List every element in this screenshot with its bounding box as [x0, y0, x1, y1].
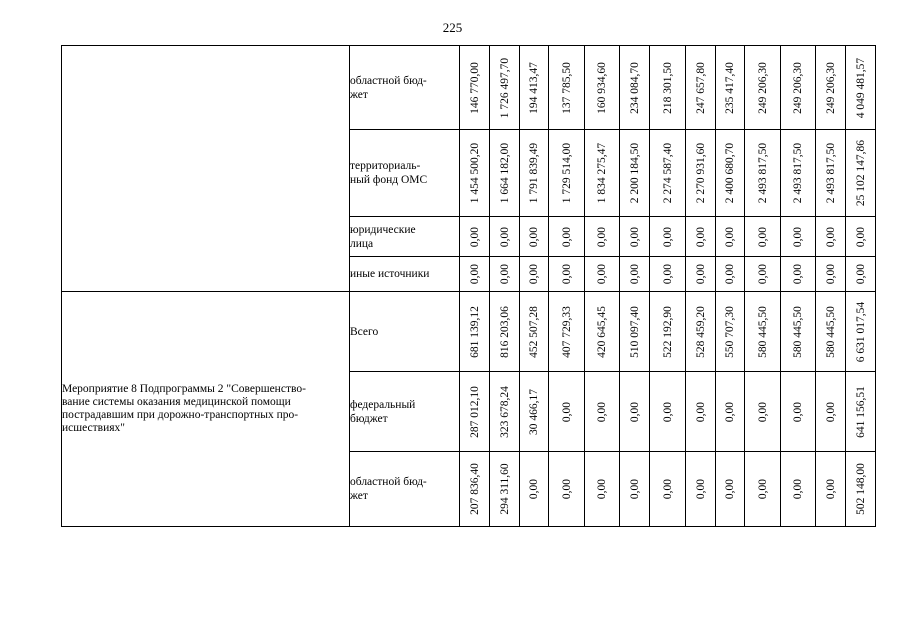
value-cell: [520, 292, 549, 372]
value-cell: [846, 217, 876, 257]
value-cell: [781, 452, 816, 527]
value-text: 2 270 931,60: [694, 142, 707, 204]
value-cell: [520, 217, 549, 257]
value-text: 641 156,51: [854, 385, 867, 438]
value-cell: [490, 292, 520, 372]
value-text: 235 417,40: [724, 61, 736, 114]
measure-label: Мероприятие 8 Подпрограммы 2 "Совершенство- вание системы оказания медицинской помощи пострадавшим при дорожно-транспортных про- исшествиях": [62, 383, 306, 434]
value-cell: [745, 257, 781, 292]
value-text: 2 493 817,50: [792, 142, 804, 204]
value-text: 580 445,50: [756, 305, 769, 358]
value-text: 30 466,17: [528, 388, 540, 435]
funding-source-cell: [350, 292, 460, 372]
value-text: 137 785,50: [560, 61, 573, 114]
value-cell: [650, 257, 686, 292]
value-cell: [650, 130, 686, 217]
value-cell: [816, 46, 846, 130]
value-cell: [846, 130, 876, 217]
value-text: 580 445,50: [792, 305, 804, 358]
value-cell: [686, 130, 716, 217]
value-text: 160 934,60: [596, 61, 608, 114]
value-cell: [716, 257, 745, 292]
value-cell: [620, 130, 650, 217]
value-cell: [816, 257, 846, 292]
value-text: 249 206,30: [792, 61, 804, 114]
value-cell: [520, 257, 549, 292]
value-text: 249 206,30: [824, 61, 837, 114]
value-cell: [686, 217, 716, 257]
value-cell: [620, 257, 650, 292]
value-cell: [745, 452, 781, 527]
value-cell: [650, 46, 686, 130]
value-cell: [816, 292, 846, 372]
value-text: 146 770,00: [468, 61, 481, 114]
value-cell: [460, 257, 490, 292]
value-cell: [816, 372, 846, 452]
value-cell: [846, 372, 876, 452]
value-cell: [816, 217, 846, 257]
value-cell: [585, 292, 620, 372]
value-cell: [745, 292, 781, 372]
value-text: 0,00: [596, 226, 608, 247]
value-text: 25 102 147,86: [854, 139, 867, 207]
value-cell: [781, 372, 816, 452]
funding-source-cell: [350, 452, 460, 527]
value-cell: [460, 452, 490, 527]
value-text: 0,00: [468, 263, 481, 285]
value-cell: [716, 292, 745, 372]
value-text: 2 400 680,70: [724, 142, 736, 204]
value-text: 1 726 497,70: [498, 57, 511, 118]
value-cell: [549, 372, 585, 452]
value-cell: [549, 292, 585, 372]
value-text: 0,00: [661, 263, 674, 285]
value-text: 194 413,47: [528, 61, 540, 114]
value-text: 6 631 017,54: [854, 301, 867, 362]
funding-source-cell: [350, 46, 460, 130]
value-cell: [620, 292, 650, 372]
value-text: 1 791 839,49: [528, 142, 540, 204]
funding-source-label: федеральный бюджет: [350, 398, 416, 425]
value-text: 816 203,06: [498, 305, 511, 358]
value-cell: [490, 257, 520, 292]
value-cell: [520, 372, 549, 452]
value-text: 0,00: [824, 263, 837, 285]
value-text: 2 493 817,50: [756, 142, 769, 204]
funding-source-label: областной бюд- жет: [350, 476, 427, 502]
value-text: 0,00: [792, 226, 804, 247]
funding-source-cell: [350, 372, 460, 452]
value-text: 0,00: [824, 478, 837, 500]
value-text: 0,00: [498, 226, 511, 247]
value-text: 0,00: [596, 401, 608, 422]
value-cell: [781, 292, 816, 372]
value-text: 510 097,40: [628, 305, 641, 358]
value-cell: [745, 46, 781, 130]
value-cell: [846, 257, 876, 292]
value-text: 0,00: [628, 478, 641, 500]
value-text: 0,00: [661, 401, 674, 422]
value-cell: [686, 292, 716, 372]
value-text: 0,00: [724, 263, 736, 285]
value-cell: [816, 130, 846, 217]
value-text: 0,00: [560, 226, 573, 247]
measure-cell: [62, 292, 350, 527]
value-text: 249 206,30: [756, 61, 769, 114]
value-text: 0,00: [628, 263, 641, 285]
value-cell: [549, 217, 585, 257]
funding-source-label: юридические лица: [350, 223, 416, 250]
value-cell: [460, 372, 490, 452]
value-text: 420 645,45: [596, 305, 608, 358]
value-text: 294 311,60: [498, 463, 511, 515]
value-cell: [716, 217, 745, 257]
value-cell: [585, 452, 620, 527]
table-row: [62, 292, 876, 372]
value-text: 1 454 500,20: [468, 142, 481, 204]
value-text: 4 049 481,57: [854, 57, 867, 118]
value-cell: [585, 372, 620, 452]
value-text: 0,00: [792, 263, 804, 285]
value-text: 0,00: [560, 263, 573, 285]
value-text: 0,00: [528, 478, 540, 500]
value-text: 0,00: [792, 401, 804, 422]
value-cell: [686, 46, 716, 130]
value-cell: [620, 217, 650, 257]
value-cell: [460, 46, 490, 130]
measure-cell: [62, 46, 350, 292]
value-cell: [620, 452, 650, 527]
value-text: 0,00: [756, 478, 769, 500]
value-text: 0,00: [560, 478, 573, 500]
value-cell: [520, 46, 549, 130]
budget-table: [61, 45, 876, 527]
value-text: 528 459,20: [694, 305, 707, 358]
value-text: 502 148,00: [854, 463, 867, 515]
value-cell: [620, 46, 650, 130]
value-cell: [585, 257, 620, 292]
value-cell: [716, 452, 745, 527]
value-cell: [745, 130, 781, 217]
value-text: 0,00: [724, 478, 736, 500]
funding-source-cell: [350, 130, 460, 217]
value-text: 218 301,50: [661, 61, 674, 114]
value-text: 0,00: [628, 401, 641, 422]
value-cell: [650, 217, 686, 257]
value-cell: [549, 46, 585, 130]
value-cell: [520, 452, 549, 527]
value-text: 0,00: [756, 226, 769, 247]
value-text: 2 493 817,50: [824, 142, 837, 204]
value-cell: [745, 372, 781, 452]
value-text: 0,00: [528, 263, 540, 285]
value-text: 1 729 514,00: [560, 142, 573, 204]
value-cell: [620, 372, 650, 452]
value-text: 0,00: [596, 263, 608, 285]
value-text: 1 664 182,00: [498, 142, 511, 204]
funding-source-cell: [350, 257, 460, 292]
value-cell: [520, 130, 549, 217]
value-cell: [745, 217, 781, 257]
value-cell: [490, 372, 520, 452]
value-text: 323 678,24: [498, 385, 511, 438]
funding-source-label: территориаль- ный фонд ОМС: [350, 160, 428, 186]
value-cell: [549, 257, 585, 292]
value-cell: [650, 292, 686, 372]
value-text: 0,00: [756, 263, 769, 285]
value-text: 0,00: [661, 226, 674, 247]
funding-source-cell: [350, 217, 460, 257]
funding-source-label: Всего: [350, 325, 379, 338]
value-text: 0,00: [628, 226, 641, 247]
value-cell: [650, 452, 686, 527]
value-cell: [846, 292, 876, 372]
value-cell: [781, 46, 816, 130]
value-text: 0,00: [560, 401, 573, 422]
funding-source-label: иные источники: [350, 268, 430, 280]
value-cell: [460, 292, 490, 372]
value-cell: [716, 130, 745, 217]
value-text: 0,00: [792, 478, 804, 500]
value-text: 207 836,40: [468, 463, 481, 515]
value-text: 0,00: [854, 263, 867, 285]
value-text: 0,00: [854, 226, 867, 247]
value-text: 1 834 275,47: [596, 142, 608, 204]
value-cell: [585, 46, 620, 130]
value-cell: [716, 372, 745, 452]
value-text: 2 274 587,40: [661, 142, 674, 204]
value-text: 234 084,70: [628, 61, 641, 114]
value-text: 0,00: [756, 401, 769, 422]
value-cell: [650, 372, 686, 452]
value-text: 0,00: [596, 478, 608, 500]
value-text: 0,00: [528, 226, 540, 247]
value-text: 0,00: [468, 226, 481, 247]
funding-source-label: областной бюд- жет: [350, 74, 427, 101]
value-cell: [549, 452, 585, 527]
value-cell: [585, 130, 620, 217]
value-text: 0,00: [694, 226, 707, 247]
value-cell: [781, 130, 816, 217]
value-text: 580 445,50: [824, 305, 837, 358]
value-text: 0,00: [694, 263, 707, 285]
value-cell: [490, 46, 520, 130]
value-cell: [846, 46, 876, 130]
value-text: 2 200 184,50: [628, 142, 641, 204]
value-cell: [716, 46, 745, 130]
value-cell: [686, 452, 716, 527]
value-text: 247 657,80: [694, 61, 707, 114]
value-text: 0,00: [724, 401, 736, 422]
value-text: 681 139,12: [468, 305, 481, 358]
value-cell: [846, 452, 876, 527]
value-cell: [460, 217, 490, 257]
value-text: 0,00: [661, 478, 674, 500]
value-cell: [816, 452, 846, 527]
value-text: 0,00: [694, 401, 707, 422]
value-cell: [490, 452, 520, 527]
value-cell: [686, 257, 716, 292]
value-text: 550 707,30: [724, 305, 736, 358]
value-text: 0,00: [824, 226, 837, 247]
value-text: 287 012,10: [468, 385, 481, 438]
value-cell: [781, 257, 816, 292]
value-cell: [490, 217, 520, 257]
value-text: 0,00: [824, 401, 837, 422]
value-cell: [460, 130, 490, 217]
value-cell: [549, 130, 585, 217]
value-cell: [490, 130, 520, 217]
value-cell: [585, 217, 620, 257]
value-text: 407 729,33: [560, 305, 573, 358]
value-text: 0,00: [498, 263, 511, 285]
value-cell: [686, 372, 716, 452]
value-text: 0,00: [694, 478, 707, 500]
table-row: [62, 46, 876, 130]
value-text: 0,00: [724, 226, 736, 247]
value-text: 522 192,90: [661, 305, 674, 358]
page-number: 225: [442, 20, 463, 35]
value-text: 452 507,28: [528, 305, 540, 358]
value-cell: [781, 217, 816, 257]
